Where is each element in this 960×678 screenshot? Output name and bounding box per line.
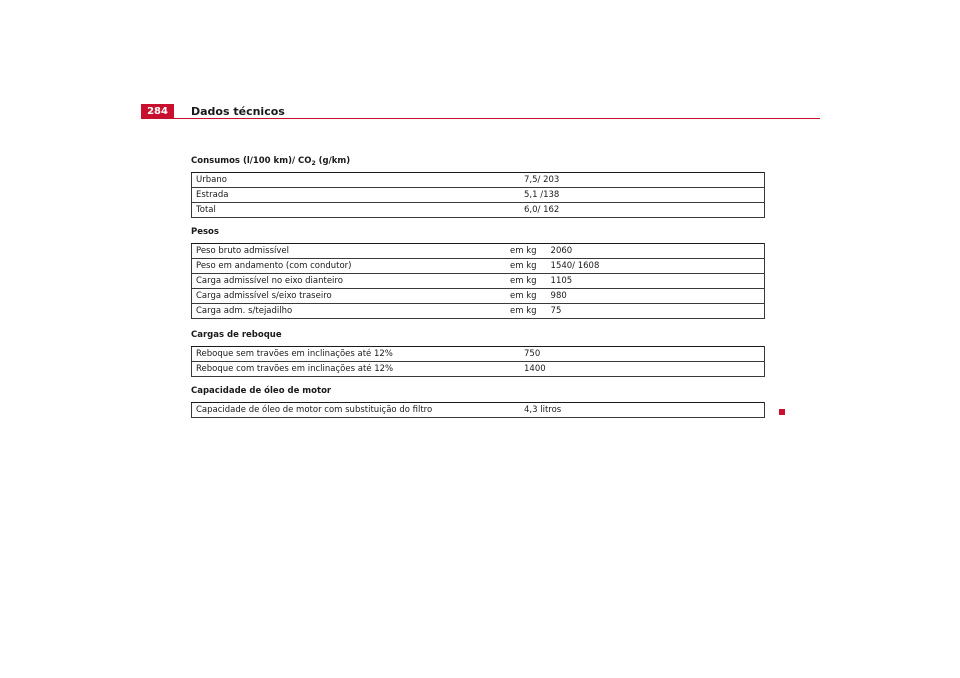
- row-unit: em kg: [506, 259, 537, 274]
- table-row: [192, 188, 765, 203]
- page-title: Dados técnicos: [191, 105, 285, 118]
- row-label: Carga admissível no eixo dianteiro: [192, 274, 507, 289]
- row-unit: em kg: [506, 289, 537, 304]
- row-value: 1540/ 1608: [537, 259, 765, 274]
- row-label: Capacidade de óleo de motor com substituição do filtro: [192, 403, 507, 418]
- row-label: Estrada: [192, 188, 507, 203]
- row-label: Total: [192, 203, 507, 218]
- consumption-table: [191, 172, 765, 218]
- table-row: [192, 244, 765, 259]
- row-unit: em kg: [506, 244, 537, 259]
- page-number: 284: [141, 104, 174, 119]
- weights-heading: Pesos: [191, 227, 219, 237]
- table-row: [192, 203, 765, 218]
- row-unit: em kg: [506, 274, 537, 289]
- section-end-marker: [779, 409, 785, 415]
- header-divider: [141, 118, 820, 119]
- table-row: [192, 403, 765, 418]
- row-value: 1400: [510, 362, 765, 377]
- row-value: 75: [537, 304, 765, 319]
- row-value: 2060: [537, 244, 765, 259]
- towing-table: [191, 346, 765, 377]
- table-row: [192, 259, 765, 274]
- table-row: [192, 347, 765, 362]
- row-label: Reboque sem travões em inclinações até 12%: [192, 347, 507, 362]
- row-value: 980: [537, 289, 765, 304]
- row-label: Carga admissível s/eixo traseiro: [192, 289, 507, 304]
- table-row: [192, 362, 765, 377]
- row-value: 1105: [537, 274, 765, 289]
- row-value: 5,1 /138: [510, 188, 765, 203]
- table-row: [192, 289, 765, 304]
- weights-table: [191, 243, 765, 319]
- table-row: [192, 304, 765, 319]
- row-label: Urbano: [192, 173, 507, 188]
- row-unit: em kg: [506, 304, 537, 319]
- row-label: Peso em andamento (com condutor): [192, 259, 507, 274]
- row-label: Carga adm. s/tejadilho: [192, 304, 507, 319]
- row-value: 4,3 litros: [510, 403, 765, 418]
- row-value: 6,0/ 162: [510, 203, 765, 218]
- consumption-heading: Consumos (l/100 km)/ $CO_2$ (g/km): [191, 156, 351, 167]
- table-row: [192, 274, 765, 289]
- oil-table: [191, 402, 765, 418]
- row-value: 7,5/ 203: [510, 173, 765, 188]
- row-label: Reboque com travões em inclinações até 12%: [192, 362, 507, 377]
- table-row: [192, 173, 765, 188]
- oil-heading: Capacidade de óleo de motor: [191, 386, 332, 396]
- towing-heading: Cargas de reboque: [191, 330, 282, 340]
- row-value: 750: [510, 347, 765, 362]
- row-label: Peso bruto admissível: [192, 244, 507, 259]
